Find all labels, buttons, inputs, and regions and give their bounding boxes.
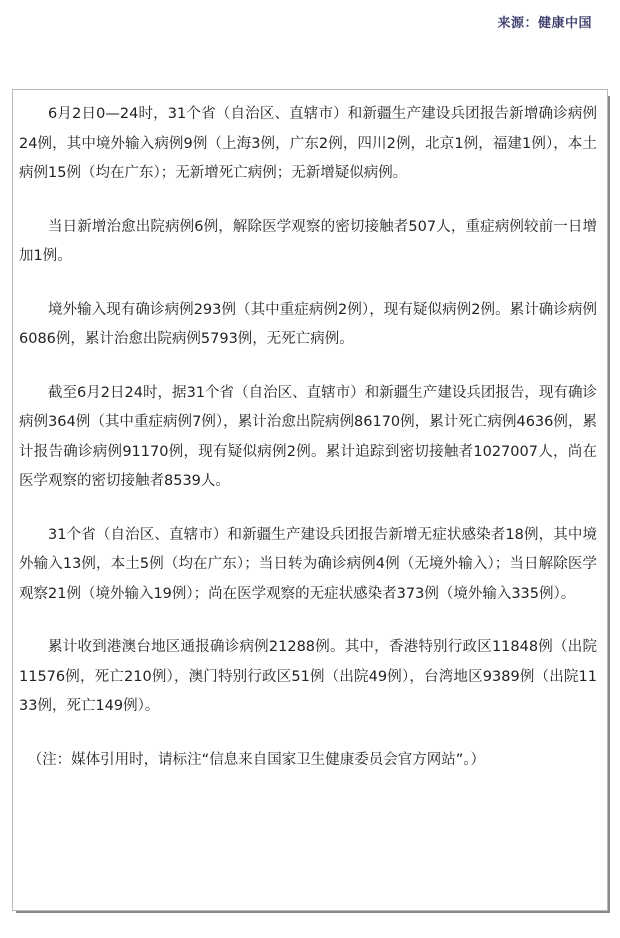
paragraph-new-cases: 6月2日0—24时，31个省（自治区、直辖市）和新疆生产建设兵团报告新增确诊病例24例，其中境外输入病例9例（上海3例，广东2例，四川2例，北京1例，福建1例），本土病例15例（均在广东）；无新增死亡病例；无新增疑似病例。 (19, 106, 597, 181)
paragraph-asymptomatic: 31个省（自治区、直辖市）和新疆生产建设兵团报告新增无症状感染者18例，其中境外输入13例，本土5例（均在广东）；当日转为确诊病例4例（无境外输入）；当日解除医学观察21例（境外输入19例）；尚在医学观察的无症状感染者373例（境外输入335例）。 (19, 526, 597, 602)
article-content (19, 100, 597, 775)
frame-shadow-bottom (16, 911, 610, 913)
frame-shadow-right (608, 96, 610, 913)
paragraph-cumulative-totals: 截至6月2日24时，据31个省（自治区、直辖市）和新疆生产建设兵团报告，现有确诊病例364例（其中重症病例7例），累计治愈出院病例86170例，累计死亡病例4636例，累计报告确诊病例91170例，现有疑似病例2例。累计追踪到密切接触者1027007人，尚在医学观察的密切接触者8539人。 (19, 384, 597, 489)
paragraph-imported-cases: 境外输入现有确诊病例293例（其中重症病例2例），现有疑似病例2例。累计确诊病例6086例，累计治愈出院病例5793例，无死亡病例。 (19, 301, 597, 347)
source-label: 来源：健康中国 (497, 16, 592, 31)
paragraph-recoveries: 当日新增治愈出院病例6例，解除医学观察的密切接触者507人，重症病例较前一日增加1例。 (19, 218, 597, 264)
paragraph-hk-macao-taiwan: 累计收到港澳台地区通报确诊病例21288例。其中，香港特别行政区11848例（出院11576例，死亡210例），澳门特别行政区51例（出院49例），台湾地区9389例（出院1133例，死亡149例）。 (19, 639, 597, 714)
citation-note: （注：媒体引用时，请标注“信息来自国家卫生健康委员会官方网站”。） (27, 751, 485, 768)
